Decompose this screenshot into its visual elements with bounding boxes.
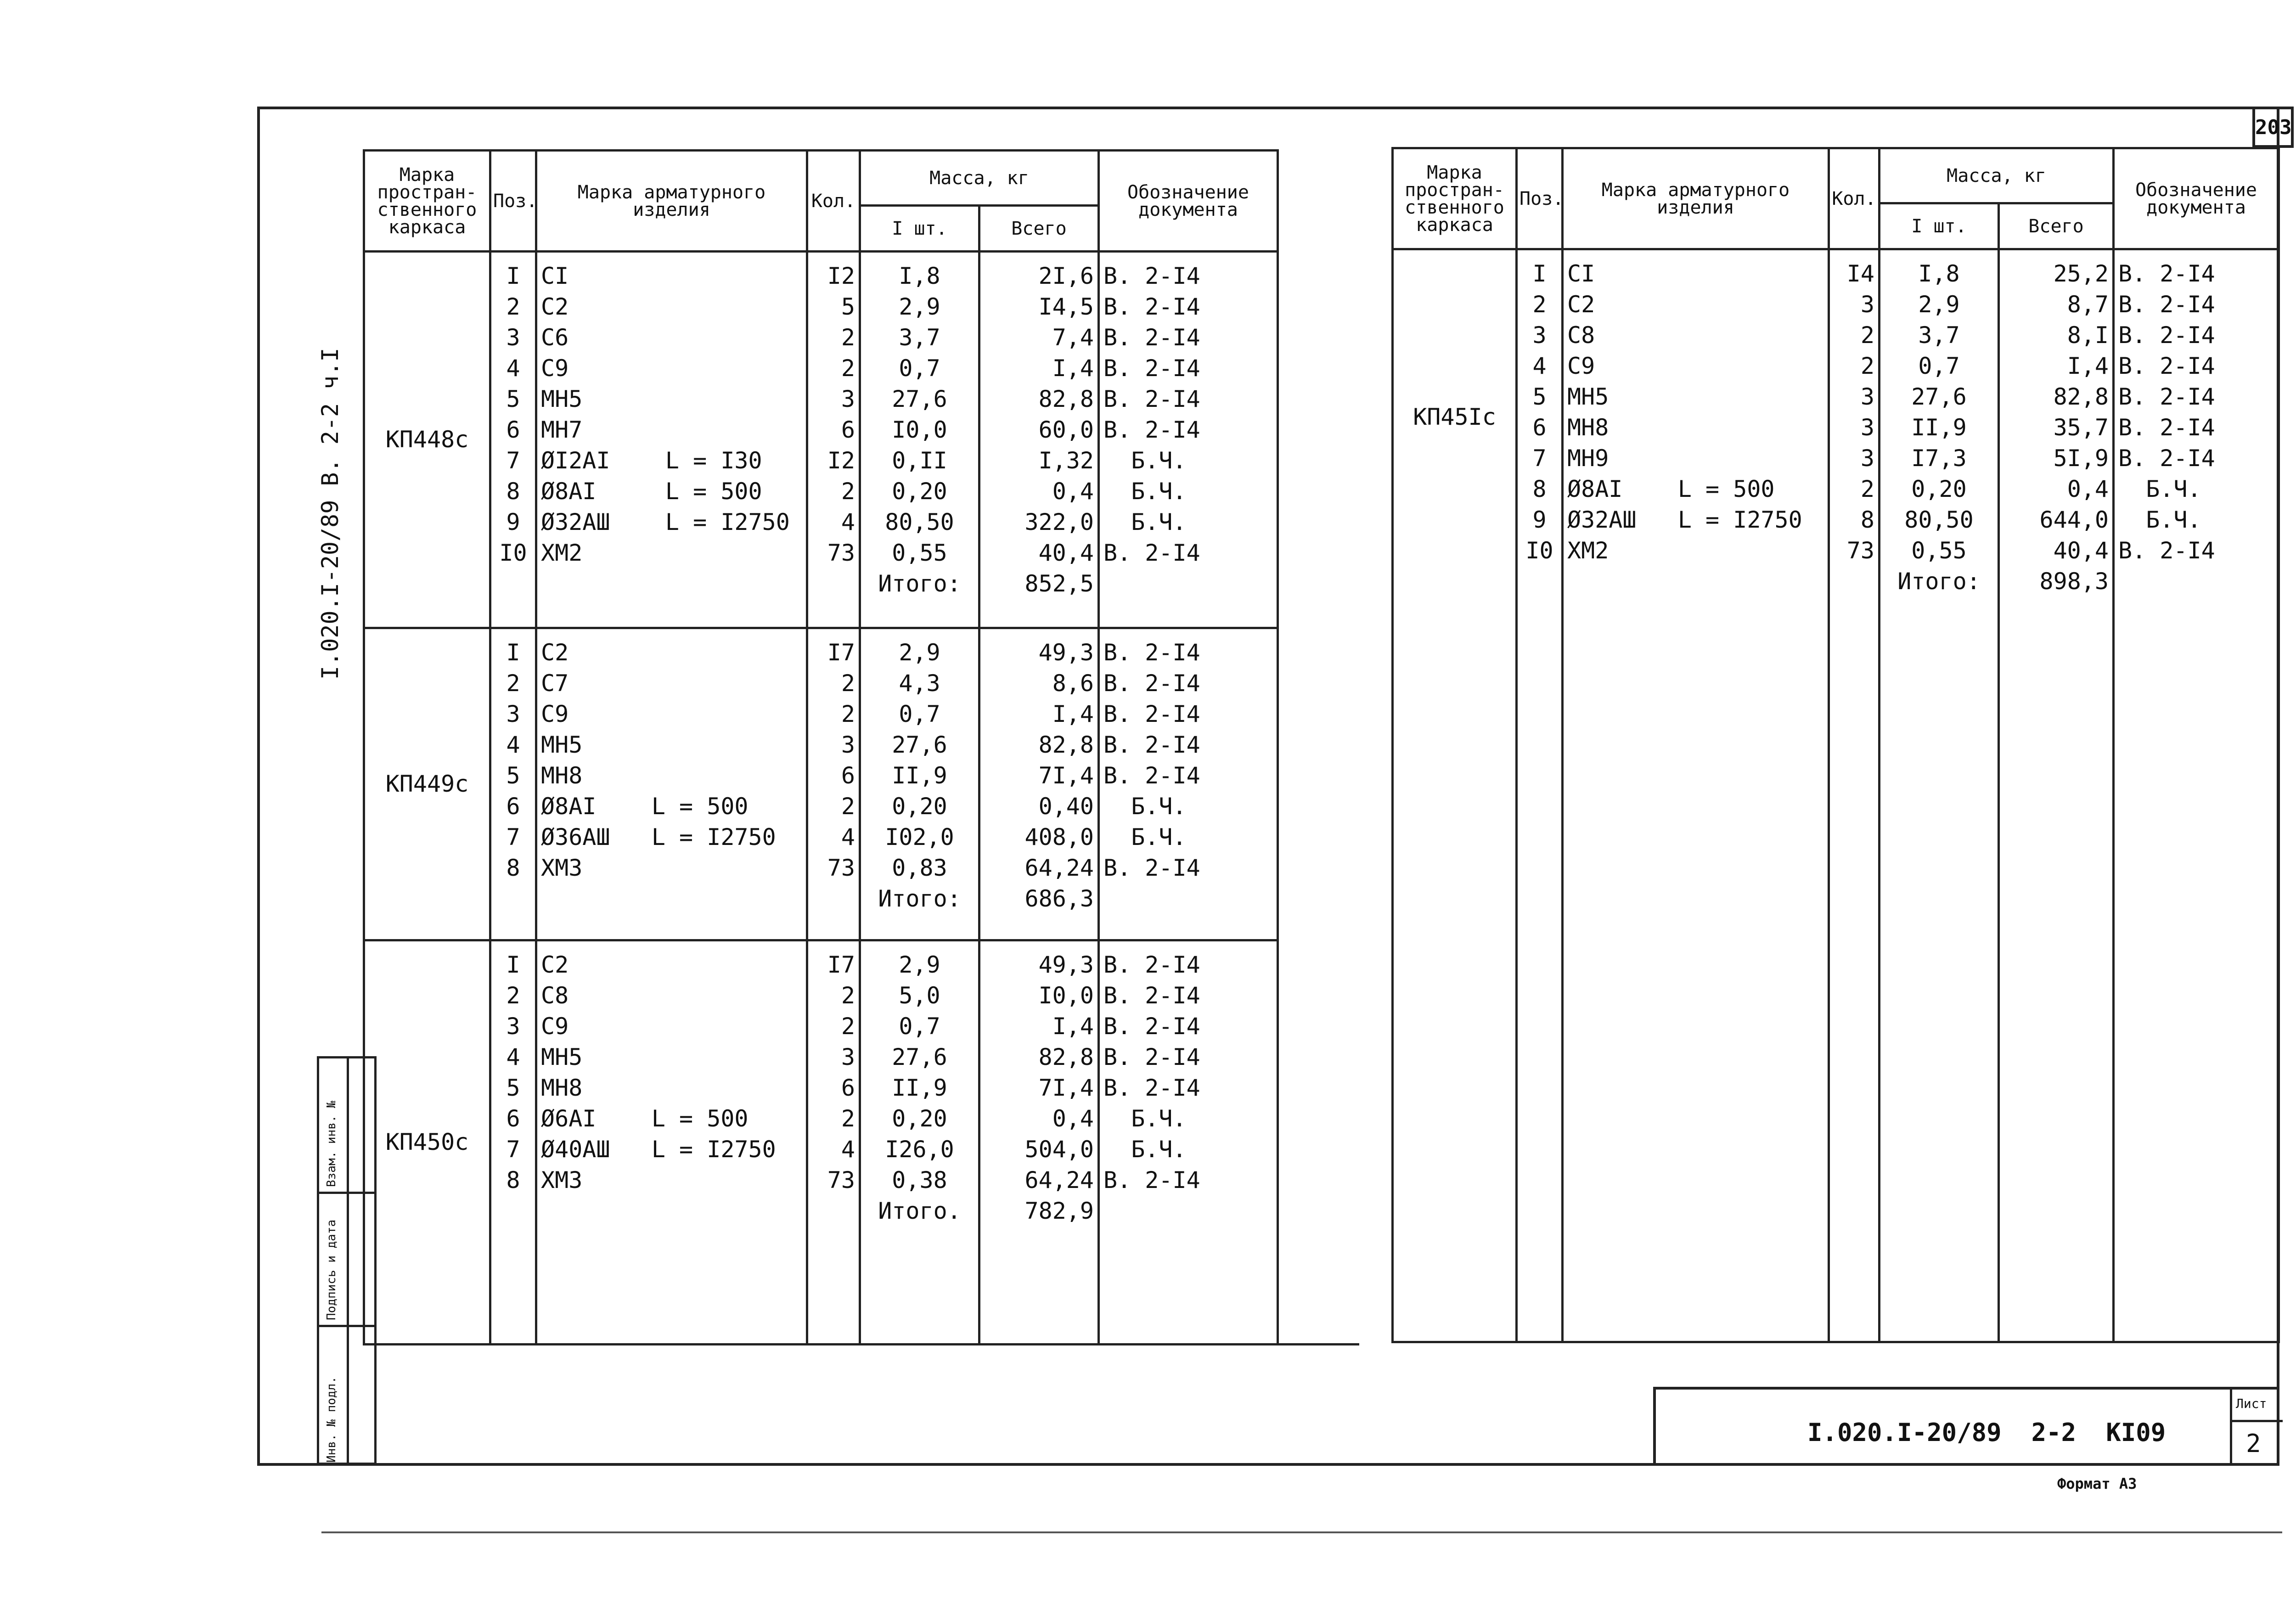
document-code: I.020.I-20/89 2-2 КI09 — [1807, 1418, 2166, 1447]
header-doc: Обозначение документа — [2114, 148, 2279, 249]
qty-column: I2 5 2 2 3 6 I2 2 4 73 — [807, 252, 860, 628]
stamp-label-text: Инв. № подл. — [325, 1376, 338, 1463]
header-mass-total: Всего — [1999, 203, 2114, 249]
header-item-mark: Марка арматурного изделия — [536, 151, 807, 252]
header-mass: Масса, кг — [1880, 148, 2114, 203]
pos-column: I 2 3 4 5 6 7 8 — [490, 940, 536, 1345]
side-code-text: I.020.I-20/89 В. 2-2 ч.I — [317, 348, 343, 680]
stamp-label-text: Подпись и дата — [325, 1219, 338, 1320]
item-column: СI С2 С6 С9 МН5 МН7 ØI2АI L = I30 Ø8АI L = 500 Ø32АШ L = I2750 ХМ2 — [536, 252, 807, 628]
qty-column: I7 2 2 3 6 2 4 73 — [807, 628, 860, 940]
frame-mark: КП450с — [364, 940, 490, 1345]
item-column: С2 С7 С9 МН5 МН8 Ø8АI L = 500 Ø36АШ L = I2750 ХМ3 — [536, 628, 807, 940]
mass-total-column: 25,2 8,7 8,I I,4 82,8 35,7 5I,9 0,4 644,0 40,4 898,3 — [1999, 249, 2114, 1342]
header-frame-mark: Марка простран- ственного каркаса — [1393, 148, 1517, 249]
sheet-box — [2230, 1390, 2280, 1466]
mass-one-column: 2,9 4,3 0,7 27,6 II,9 0,20 I02,0 0,83 Итого: — [860, 628, 979, 940]
sheet-edge-line — [321, 1531, 2282, 1533]
header-frame-mark: Марка простран- ственного каркаса — [364, 151, 490, 252]
mass-one-column: 2,9 5,0 0,7 27,6 II,9 0,20 I26,0 0,38 Итого. — [860, 940, 979, 1345]
qty-column: I7 2 2 3 6 2 4 73 — [807, 940, 860, 1345]
doc-column: В. 2-I4 В. 2-I4 В. 2-I4 В. 2-I4 В. 2-I4 В. 2-I4 В. 2-I4 Б.Ч. Б.Ч. В. 2-I4 — [2114, 249, 2279, 1342]
page-number: 203 — [2255, 116, 2292, 139]
header-mass: Масса, кг — [860, 151, 1099, 206]
pos-column: I 2 3 4 5 6 7 8 — [490, 628, 536, 940]
header-doc: Обозначение документа — [1099, 151, 1278, 252]
pos-column: I 2 3 4 5 6 7 8 9 I0 — [1517, 249, 1563, 1342]
item-column: СI С2 С8 С9 МН5 МН8 МН9 Ø8АI L = 500 Ø32АШ L = I2750 ХМ2 — [1563, 249, 1829, 1342]
item-column: С2 С8 С9 МН5 МН8 Ø6АI L = 500 Ø40АШ L = I2750 ХМ3 — [536, 940, 807, 1345]
mass-one-column: I,8 2,9 3,7 0,7 27,6 II,9 I7,3 0,20 80,50 0,55 Итого: — [1880, 249, 1999, 1342]
frame-group — [364, 628, 1278, 940]
frame-mark: КП45Iс — [1393, 249, 1517, 1342]
mass-one-column: I,8 2,9 3,7 0,7 27,6 I0,0 0,II 0,20 80,50 0,55 Итого: — [860, 252, 979, 628]
side-document-code — [317, 348, 343, 680]
right-spec-table — [1391, 147, 2280, 1343]
frame-group — [364, 252, 1278, 628]
title-block — [1653, 1387, 2279, 1466]
mass-total-column: 49,3 8,6 I,4 82,8 7I,4 0,40 408,0 64,24 686,3 — [979, 628, 1099, 940]
doc-column: В. 2-I4 В. 2-I4 В. 2-I4 В. 2-I4 В. 2-I4 Б.Ч. Б.Ч. В. 2-I4 — [1099, 628, 1278, 940]
header-mass-total: Всего — [979, 206, 1099, 252]
mass-total-column: 2I,6 I4,5 7,4 I,4 82,8 60,0 I,32 0,4 322,0 40,4 852,5 — [979, 252, 1099, 628]
bottom-divider — [377, 1343, 1359, 1345]
pos-column: I 2 3 4 5 6 7 8 9 I0 — [490, 252, 536, 628]
sheet-number: 2 — [2246, 1429, 2261, 1458]
frame-mark: КП448с — [364, 252, 490, 628]
qty-column: I4 3 2 2 3 3 3 2 8 73 — [1829, 249, 1880, 1342]
format-note: Формат А3 — [2057, 1475, 2137, 1492]
page-number-box — [2252, 107, 2294, 148]
stamp-label-replace — [325, 1101, 338, 1187]
header-qty: Кол. — [1829, 148, 1880, 249]
header-mass-one: I шт. — [860, 206, 979, 252]
sheet-label: Лист — [2236, 1396, 2267, 1411]
header-qty: Кол. — [807, 151, 860, 252]
mass-total-column: 49,3 I0,0 I,4 82,8 7I,4 0,4 504,0 64,24 782,9 — [979, 940, 1099, 1345]
doc-column: В. 2-I4 В. 2-I4 В. 2-I4 В. 2-I4 В. 2-I4 Б.Ч. Б.Ч. В. 2-I4 — [1099, 940, 1278, 1345]
frame-group — [1393, 249, 2279, 1342]
stamp-label-inv — [325, 1376, 338, 1463]
frame-mark: КП449с — [364, 628, 490, 940]
stamp-label-text: Взам. инв. № — [325, 1101, 338, 1187]
header-pos: Поз. — [490, 151, 536, 252]
header-item-mark: Марка арматурного изделия — [1563, 148, 1829, 249]
stamp-label-sign — [325, 1220, 338, 1320]
frame-group — [364, 940, 1278, 1345]
doc-column: В. 2-I4 В. 2-I4 В. 2-I4 В. 2-I4 В. 2-I4 В. 2-I4 Б.Ч. Б.Ч. Б.Ч. В. 2-I4 — [1099, 252, 1278, 628]
header-pos: Поз. — [1517, 148, 1563, 249]
header-mass-one: I шт. — [1880, 203, 1999, 249]
left-spec-table — [363, 149, 1279, 1345]
